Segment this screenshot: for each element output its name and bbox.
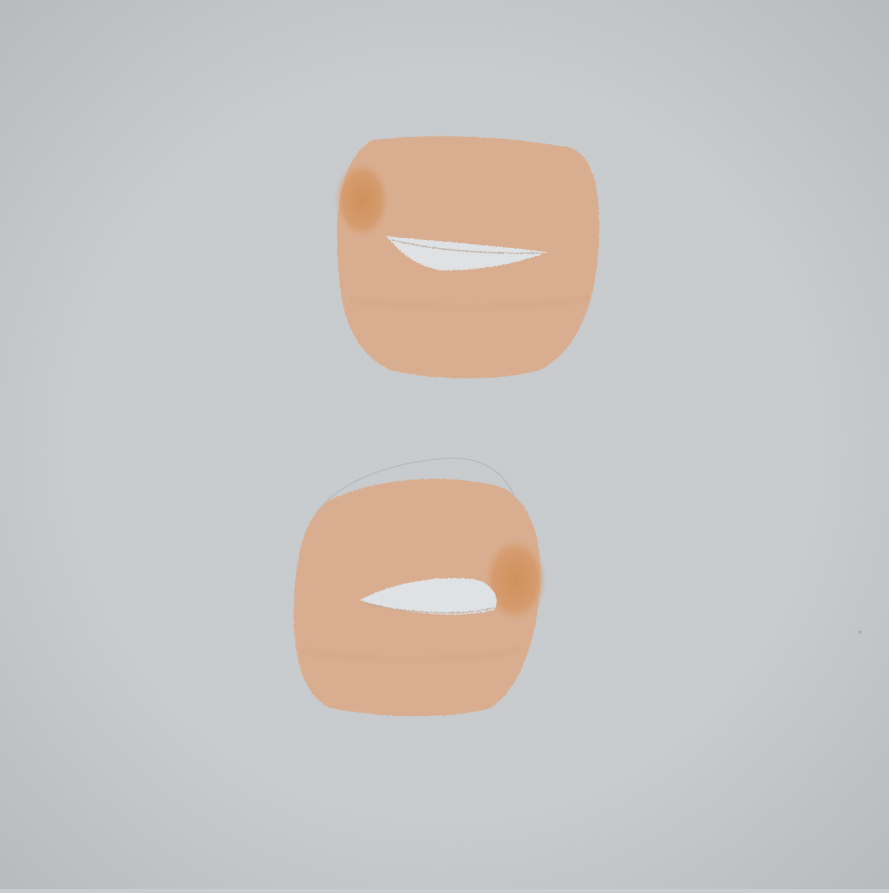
lower-swatch-spot bbox=[483, 536, 547, 624]
upper-swatch-spot bbox=[334, 160, 390, 240]
lower-swatch bbox=[294, 479, 547, 716]
upper-swatch bbox=[334, 136, 599, 378]
dust-speck bbox=[859, 631, 862, 634]
